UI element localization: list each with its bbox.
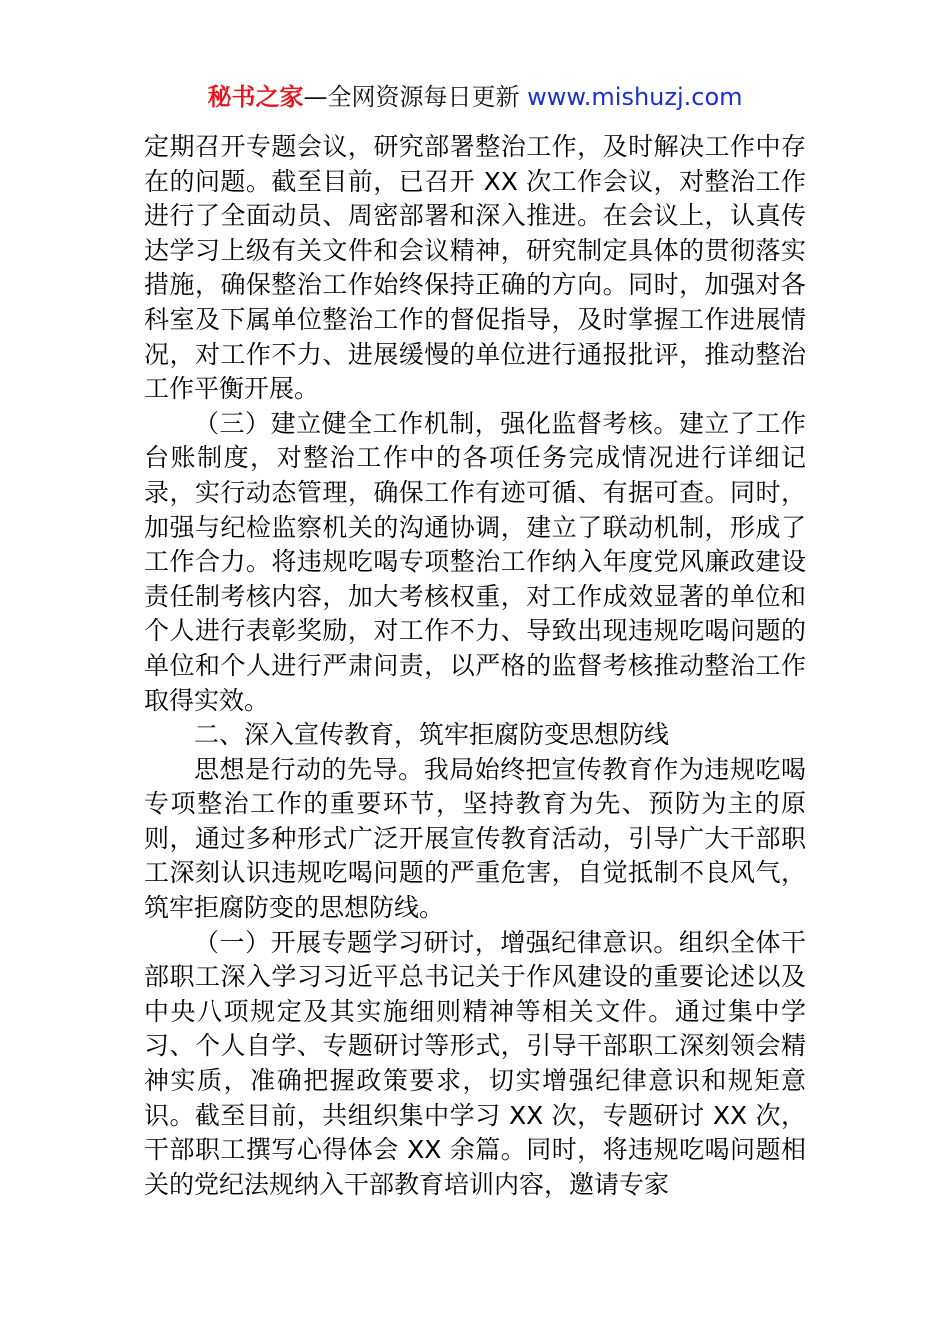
paragraph-section-2-intro: 思想是行动的先导。我局始终把宣传教育作为违规吃喝专项整治工作的重要环节，坚持教育为先、预防为主的原则，通过多种形式广泛开展宣传教育活动，引导广大干部职工深刻认识违规吃喝问题的严重危害，自觉抵制不良风气，筑牢拒腐防变的思想防线。: [144, 754, 806, 923]
site-url-link[interactable]: www.mishuzj.com: [527, 83, 743, 111]
paragraph-subsection-1: （一）开展专题学习研讨，增强纪律意识。组织全体干部职工深入学习习近平总书记关于作风建设的重要论述以及中央八项规定及其实施细则精神等相关文件。通过集中学习、个人自学、专题研讨等形式，引导干部职工深刻领会精神实质，准确把握政策要求，切实增强纪律意识和规矩意识。截至目前，共组织集中学习 XX 次，专题研讨 XX 次，干部职工撰写心得体会 XX 余篇。同时，将违规吃喝问题相关的党纪法规纳入干部教育培训内容，邀请专家: [144, 927, 806, 1199]
paragraph-section-3: （三）建立健全工作机制，强化监督考核。建立了工作台账制度，对整治工作中的各项任务完成情况进行详细记录，实行动态管理，确保工作有迹可循、有据可查。同时，加强与纪检监察机关的沟通协调，建立了联动机制，形成了工作合力。将违规吃喝专项整治工作纳入年度党风廉政建设责任制考核内容，加大考核权重，对工作成效显著的单位和个人进行表彰奖励，对工作不力、导致出现违规吃喝问题的单位和个人进行严肃问责，以严格的监督考核推动整治工作取得实效。: [144, 408, 806, 715]
paragraph-continued: 定期召开专题会议，研究部署整治工作，及时解决工作中存在的问题。截至目前，已召开 XX 次工作会议，对整治工作进行了全面动员、周密部署和深入推进。在会议上，认真传达学习上级有关文件和会议精神，研究制定具体的贯彻落实措施，确保整治工作始终保持正确的方向。同时，加强对各科室及下属单位整治工作的督促指导，及时掌握工作进展情况，对工作不力、进展缓慢的单位进行通报批评，推动整治工作平衡开展。: [144, 132, 806, 404]
header-tagline: —全网资源每日更新: [303, 83, 520, 111]
section-heading-2: 二、深入宣传教育，筑牢拒腐防变思想防线: [194, 720, 670, 750]
brand-name: 秘书之家: [207, 83, 304, 111]
site-header: [0, 80, 950, 114]
document-body: [144, 130, 806, 1202]
